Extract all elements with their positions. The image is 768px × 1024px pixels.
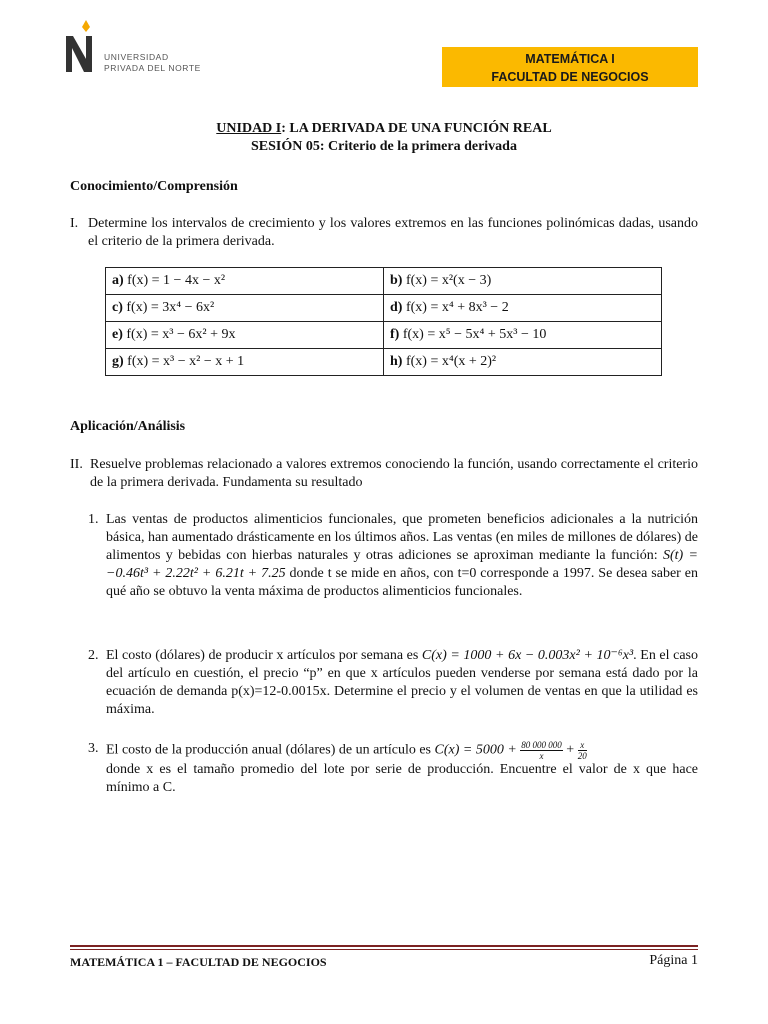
footer-course: MATEMÁTICA 1 – FACULTAD DE NEGOCIOS bbox=[70, 955, 327, 969]
problem-text: Las ventas de productos alimenticios funcionales, que prometen beneficios adicionales a la nutrición básica, han aumentado drásticamente en los últimos años. Las ventas (en miles de millones de dólares) de alimentos y bebidas con hierbas naturales y otras adiciones se aproximan mediante la función: bbox=[106, 512, 698, 563]
function-cell: g) f(x) = x³ − x² − x + 1 bbox=[106, 349, 384, 376]
session-title: SESIÓN 05: Criterio de la primera derivada bbox=[251, 139, 517, 154]
function-cell: d) f(x) = x⁴ + 8x³ − 2 bbox=[384, 295, 662, 322]
course-name: MATEMÁTICA I bbox=[525, 52, 615, 66]
problem-number: 1. bbox=[88, 512, 99, 527]
upn-logo-icon bbox=[64, 18, 100, 76]
table-row bbox=[106, 295, 662, 322]
university-logo bbox=[64, 18, 224, 78]
section-heading-application: Aplicación/Análisis bbox=[70, 419, 186, 434]
problem-text-end: donde x es el tamaño promedio del lote por serie de producción. Encuentre el valor de x que hace mínimo a C. bbox=[106, 762, 698, 795]
instruction-text: Resuelve problemas relacionado a valores extremos conociendo la función, usando correctamente el criterio de la primera derivada. Fundamenta su resultado bbox=[90, 457, 698, 490]
function-cell: f) f(x) = x⁵ − 5x⁴ + 5x³ − 10 bbox=[384, 322, 662, 349]
instruction-1 bbox=[70, 215, 698, 251]
problem-3 bbox=[88, 740, 698, 797]
page-number: Página 1 bbox=[649, 953, 698, 968]
table-row bbox=[106, 268, 662, 295]
university-name-line2: PRIVADA DEL NORTE bbox=[104, 63, 201, 73]
function-cell: h) f(x) = x⁴(x + 2)² bbox=[384, 349, 662, 376]
footer-divider bbox=[70, 945, 698, 947]
function-cell: c) f(x) = 3x⁴ − 6x² bbox=[106, 295, 384, 322]
university-name-line1: UNIVERSIDAD bbox=[104, 52, 169, 62]
plus-sign: + bbox=[566, 742, 575, 758]
faculty-name: FACULTAD DE NEGOCIOS bbox=[491, 70, 649, 84]
instruction-number: II. bbox=[70, 457, 83, 472]
function-cell: a) f(x) = 1 − 4x − x² bbox=[106, 268, 384, 295]
instruction-text: Determine los intervalos de crecimiento y los valores extremos en las funciones polinómicas dadas, usando el criterio de la primera derivada. bbox=[88, 216, 698, 249]
section-heading-knowledge: Conocimiento/Comprensión bbox=[70, 179, 238, 194]
unit-label: UNIDAD I bbox=[216, 121, 282, 136]
function-cell: b) f(x) = x²(x − 3) bbox=[384, 268, 662, 295]
problem-text: El costo (dólares) de producir x artículos por semana es bbox=[106, 648, 419, 663]
document-title bbox=[70, 120, 698, 156]
problem-text: El costo de la producción anual (dólares) de un artículo es bbox=[106, 742, 431, 758]
problem-text-end: donde t se mide en años, con t=0 corresponde a 1997. Se desea saber en qué año se obtuvo la venta máxima de productos alimenticios funcionales. bbox=[106, 566, 699, 599]
function-cell: e) f(x) = x³ − 6x² + 9x bbox=[106, 322, 384, 349]
problem-number: 2. bbox=[88, 648, 99, 663]
footer-divider-thin bbox=[70, 949, 698, 950]
functions-table bbox=[105, 267, 662, 376]
instruction-2 bbox=[70, 456, 698, 492]
sales-formula: S(t) = −0.46t³ + 2.22t² + 6.21t + 7.25 bbox=[106, 548, 698, 581]
course-header-box bbox=[442, 47, 698, 87]
table-row bbox=[106, 322, 662, 349]
fraction-1: $\frac{80 000 000}{x}$ bbox=[521, 740, 562, 761]
annual-cost-formula: C(x) = 5000 + bbox=[434, 742, 517, 758]
problem-1 bbox=[88, 511, 698, 601]
unit-title: : LA DERIVADA DE UNA FUNCIÓN REAL bbox=[281, 121, 552, 136]
problem-2 bbox=[88, 647, 698, 719]
problem-text-end: . En el caso del artículo en cuestión, el precio “p” en que x artículos pueden venderse por semana está dado por la ecuación de demanda p(x)=12-0.0015x. Determine el precio y el volumen de ventas en que la utilidad es máxima. bbox=[106, 648, 699, 717]
instruction-number: I. bbox=[70, 216, 79, 231]
table-row bbox=[106, 349, 662, 376]
problem-number: 3. bbox=[88, 741, 99, 756]
cost-formula: C(x) = 1000 + 6x − 0.003x² + 10⁻⁶x³ bbox=[421, 648, 634, 663]
fraction-2: $\frac{x}{20}$ bbox=[577, 740, 587, 761]
